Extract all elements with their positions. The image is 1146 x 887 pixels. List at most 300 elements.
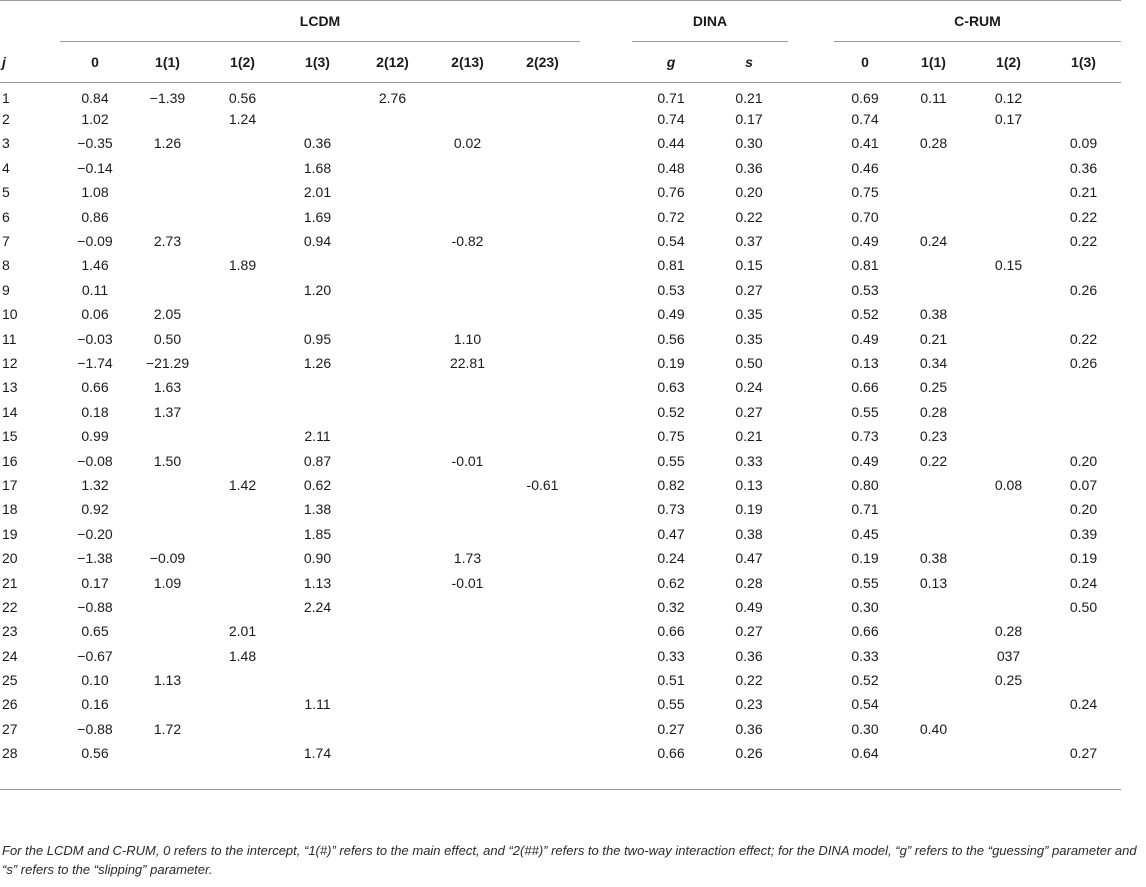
cell-dina: 0.66 <box>657 745 685 762</box>
cell-item-number: 6 <box>2 208 10 225</box>
cell-item-number: 1 <box>2 89 10 106</box>
cell-dina: 0.24 <box>657 550 685 567</box>
cell-lcdm: 2.01 <box>228 623 257 640</box>
cell-item-number: 15 <box>2 428 18 445</box>
cell-lcdm <box>505 643 580 667</box>
cell-crum: 0.22 <box>1069 233 1098 250</box>
cell-dina: 0.36 <box>735 647 763 664</box>
table-row <box>0 326 1121 350</box>
cell-crum <box>971 717 1046 741</box>
table-row <box>0 692 1121 716</box>
cell-crum <box>971 302 1046 326</box>
cell-crum <box>896 253 971 277</box>
cell-lcdm <box>505 400 580 424</box>
table-row <box>0 180 1121 204</box>
cell-gap <box>788 400 834 424</box>
table-row <box>0 448 1121 472</box>
cell-dina: 0.27 <box>657 720 685 737</box>
cell-gap <box>580 497 632 521</box>
cell-lcdm <box>505 424 580 448</box>
cell-lcdm <box>430 595 505 619</box>
cell-lcdm: 2.01 <box>303 184 332 201</box>
cell-dina: 0.62 <box>657 574 685 591</box>
cell-dina: 0.22 <box>735 672 763 689</box>
cell-gap <box>788 326 834 350</box>
table-row <box>0 717 1121 741</box>
cell-crum <box>896 741 971 765</box>
cell-lcdm: 1.37 <box>153 403 182 420</box>
cell-lcdm <box>355 156 430 180</box>
cell-lcdm <box>505 570 580 594</box>
cell-crum: 0.28 <box>994 623 1023 640</box>
table-row <box>0 497 1121 521</box>
cell-lcdm <box>205 595 280 619</box>
cell-item-number: 2 <box>2 111 10 128</box>
cell-crum <box>896 204 971 228</box>
cell-lcdm <box>130 253 205 277</box>
cell-lcdm <box>280 668 355 692</box>
column-header-crum-3: 1(3) <box>1046 42 1121 83</box>
cell-lcdm: −1.74 <box>77 354 113 371</box>
cell-lcdm <box>355 424 430 448</box>
cell-lcdm <box>505 180 580 204</box>
cell-lcdm: 0.56 <box>228 89 257 106</box>
cell-lcdm <box>130 692 205 716</box>
cell-lcdm <box>430 302 505 326</box>
cell-crum: 0.74 <box>851 111 879 128</box>
cell-lcdm <box>355 180 430 204</box>
cell-lcdm: 1.48 <box>228 647 257 664</box>
cell-item-number: 3 <box>2 135 10 152</box>
cell-lcdm <box>355 643 430 667</box>
cell-crum: 0.08 <box>994 476 1023 493</box>
cell-lcdm <box>205 131 280 155</box>
table-footnote: For the LCDM and C-RUM, 0 refers to the intercept, “1(#)” refers to the main effect, and “2(##)” refers to the two-way interaction effect; for the DINA model, “g” refers to the “guessing” parameter and “s” refers to the “slipping” parameter. <box>2 843 1137 877</box>
cell-gap <box>580 668 632 692</box>
cell-lcdm <box>430 375 505 399</box>
cell-lcdm: −1.39 <box>149 89 186 106</box>
cell-lcdm <box>505 522 580 546</box>
cell-item-number: 5 <box>2 184 10 201</box>
cell-crum: 0.50 <box>1069 598 1098 615</box>
cell-lcdm: −0.20 <box>77 525 113 542</box>
cell-lcdm <box>280 643 355 667</box>
cell-lcdm: 0.02 <box>453 135 482 152</box>
cell-lcdm: -0.01 <box>451 452 484 469</box>
cell-lcdm: 22.81 <box>449 354 486 371</box>
cell-crum: 0.66 <box>851 379 879 396</box>
column-gap <box>788 42 834 83</box>
cell-crum <box>971 448 1046 472</box>
cell-gap <box>580 692 632 716</box>
cell-lcdm <box>355 546 430 570</box>
cell-lcdm: 0.17 <box>81 574 109 591</box>
cell-lcdm <box>505 668 580 692</box>
cell-gap <box>580 229 632 253</box>
table-row <box>0 570 1121 594</box>
cell-lcdm <box>280 302 355 326</box>
cell-lcdm <box>355 570 430 594</box>
cell-lcdm <box>355 131 430 155</box>
cell-crum: 0.20 <box>1069 501 1098 518</box>
cell-item-number: 22 <box>2 598 18 615</box>
cell-crum: 0.75 <box>851 184 879 201</box>
cell-crum: 0.38 <box>919 306 948 323</box>
cell-gap <box>580 473 632 497</box>
cell-crum <box>896 107 971 131</box>
cell-dina: 0.21 <box>735 428 763 445</box>
cell-crum: 0.70 <box>851 208 879 225</box>
cell-dina: 0.56 <box>657 330 685 347</box>
cell-crum: 0.41 <box>851 135 879 152</box>
column-header-j: j <box>0 42 60 83</box>
cell-crum <box>971 229 1046 253</box>
cell-lcdm <box>430 473 505 497</box>
cell-gap <box>580 180 632 204</box>
cell-crum <box>896 668 971 692</box>
group-dina: DINA <box>632 1 788 42</box>
cell-lcdm <box>430 253 505 277</box>
cell-lcdm: −0.09 <box>149 550 186 567</box>
cell-lcdm: −1.38 <box>77 550 113 567</box>
table-bottom-rule <box>0 765 1121 789</box>
cell-lcdm: −0.14 <box>77 159 113 176</box>
column-header-lcdm-2: 1(2) <box>205 42 280 83</box>
cell-lcdm <box>205 668 280 692</box>
cell-lcdm <box>280 107 355 131</box>
cell-gap <box>580 448 632 472</box>
cell-lcdm <box>205 278 280 302</box>
cell-lcdm: 1.26 <box>153 135 182 152</box>
cell-lcdm <box>505 448 580 472</box>
cell-item-number: 27 <box>2 720 18 737</box>
cell-crum <box>896 619 971 643</box>
cell-lcdm: 0.18 <box>81 403 109 420</box>
cell-crum: 0.07 <box>1069 476 1098 493</box>
cell-lcdm <box>505 546 580 570</box>
cell-gap <box>788 741 834 765</box>
cell-gap <box>580 375 632 399</box>
cell-lcdm: 0.95 <box>303 330 332 347</box>
cell-lcdm: 1.09 <box>153 574 182 591</box>
cell-lcdm: −0.03 <box>77 330 113 347</box>
cell-lcdm: 0.56 <box>81 745 109 762</box>
column-header-crum-1: 1(1) <box>896 42 971 83</box>
cell-lcdm <box>355 692 430 716</box>
cell-lcdm <box>205 448 280 472</box>
cell-lcdm <box>430 424 505 448</box>
table-row <box>0 107 1121 131</box>
table-row <box>0 131 1121 155</box>
cell-item-number: 18 <box>2 501 18 518</box>
cell-lcdm <box>130 741 205 765</box>
cell-crum <box>971 522 1046 546</box>
cell-lcdm: 1.38 <box>303 501 332 518</box>
cell-lcdm <box>280 717 355 741</box>
cell-lcdm: 0.86 <box>81 208 109 225</box>
cell-lcdm: 2.73 <box>153 233 182 250</box>
cell-crum: 0.36 <box>1069 159 1098 176</box>
column-header-crum-0: 0 <box>834 42 896 83</box>
cell-gap <box>580 595 632 619</box>
cell-lcdm: 0.90 <box>303 550 332 567</box>
cell-crum: 0.30 <box>851 598 879 615</box>
cell-lcdm: 1.85 <box>303 525 332 542</box>
cell-dina: 0.49 <box>735 598 763 615</box>
cell-lcdm <box>505 326 580 350</box>
cell-crum <box>1046 375 1121 399</box>
cell-lcdm <box>130 180 205 204</box>
cell-lcdm: −0.09 <box>77 233 113 250</box>
cell-lcdm <box>205 180 280 204</box>
cell-item-number: 20 <box>2 550 18 567</box>
cell-item-number: 14 <box>2 403 18 420</box>
cell-lcdm <box>205 375 280 399</box>
cell-lcdm <box>355 717 430 741</box>
cell-lcdm <box>130 424 205 448</box>
cell-lcdm <box>430 497 505 521</box>
cell-crum: 0.49 <box>851 452 879 469</box>
cell-dina: 0.36 <box>735 720 763 737</box>
cell-lcdm <box>130 595 205 619</box>
cell-crum: 0.13 <box>851 354 879 371</box>
cell-gap <box>580 253 632 277</box>
column-header-crum-2: 1(2) <box>971 42 1046 83</box>
column-header-dina-1: s <box>710 42 788 83</box>
cell-dina: 0.35 <box>735 330 763 347</box>
cell-item-number: 11 <box>2 330 17 347</box>
cell-lcdm: 2.24 <box>303 598 332 615</box>
cell-lcdm: 1.73 <box>453 550 482 567</box>
cell-dina: 0.21 <box>735 89 763 106</box>
cell-gap <box>580 400 632 424</box>
cell-lcdm <box>430 668 505 692</box>
cell-lcdm: 0.36 <box>303 135 332 152</box>
column-gap <box>580 42 632 83</box>
cell-crum <box>971 424 1046 448</box>
cell-lcdm: 2.76 <box>378 89 407 106</box>
table-row <box>0 302 1121 326</box>
cell-crum: 0.13 <box>919 574 948 591</box>
cell-lcdm <box>130 156 205 180</box>
cell-lcdm <box>505 717 580 741</box>
cell-crum: 0.26 <box>1069 354 1098 371</box>
cell-crum <box>971 497 1046 521</box>
column-header-lcdm-3: 1(3) <box>280 42 355 83</box>
cell-lcdm <box>355 204 430 228</box>
cell-crum: 0.39 <box>1069 525 1098 542</box>
table-row <box>0 668 1121 692</box>
cell-crum: 0.27 <box>1069 745 1098 762</box>
cell-lcdm <box>430 522 505 546</box>
cell-crum <box>896 156 971 180</box>
cell-lcdm <box>205 692 280 716</box>
cell-lcdm <box>430 400 505 424</box>
cell-lcdm <box>505 229 580 253</box>
group-lcdm: LCDM <box>60 1 580 42</box>
cell-crum: 0.71 <box>851 501 879 518</box>
cell-dina: 0.76 <box>657 184 685 201</box>
cell-lcdm <box>205 204 280 228</box>
cell-gap <box>788 717 834 741</box>
cell-dina: 0.81 <box>657 257 685 274</box>
cell-item-number: 13 <box>2 379 18 396</box>
cell-lcdm <box>130 522 205 546</box>
cell-dina: 0.26 <box>735 745 763 762</box>
cell-item-number: 4 <box>2 159 10 176</box>
column-header-dina-0: g <box>632 42 710 83</box>
cell-dina: 0.73 <box>657 501 685 518</box>
cell-lcdm <box>355 497 430 521</box>
cell-gap <box>580 546 632 570</box>
cell-crum: 0.49 <box>851 233 879 250</box>
cell-lcdm <box>505 375 580 399</box>
cell-lcdm <box>355 351 430 375</box>
cell-crum <box>1046 424 1121 448</box>
cell-lcdm: 1.50 <box>153 452 182 469</box>
cell-lcdm: −0.88 <box>77 720 113 737</box>
cell-crum: 0.25 <box>994 672 1023 689</box>
cell-dina: 0.82 <box>657 476 685 493</box>
cell-crum: 0.54 <box>851 696 879 713</box>
cell-lcdm: 1.24 <box>228 111 257 128</box>
cell-crum <box>971 326 1046 350</box>
cell-dina: 0.15 <box>735 257 763 274</box>
cell-gap <box>580 326 632 350</box>
cell-dina: 0.19 <box>735 501 763 518</box>
cell-dina: 0.17 <box>735 111 763 128</box>
cell-lcdm: 0.62 <box>303 476 332 493</box>
cell-lcdm <box>430 619 505 643</box>
cell-crum <box>896 497 971 521</box>
cell-crum <box>1046 668 1121 692</box>
column-header-lcdm-0: 0 <box>60 42 130 83</box>
cell-crum: 0.28 <box>919 403 948 420</box>
cell-crum: 0.20 <box>1069 452 1098 469</box>
cell-crum <box>971 156 1046 180</box>
cell-gap <box>788 253 834 277</box>
cell-crum: 0.17 <box>994 111 1023 128</box>
table-row <box>0 424 1121 448</box>
table-row <box>0 253 1121 277</box>
cell-crum <box>1046 302 1121 326</box>
cell-dina: 0.27 <box>735 281 763 298</box>
cell-lcdm <box>430 692 505 716</box>
cell-gap <box>580 278 632 302</box>
cell-crum: 0.22 <box>1069 330 1098 347</box>
cell-lcdm: -0.61 <box>526 476 559 493</box>
cell-crum: 0.30 <box>851 720 879 737</box>
cell-crum: 0.52 <box>851 306 879 323</box>
cell-lcdm <box>130 107 205 131</box>
cell-dina: 0.35 <box>735 306 763 323</box>
cell-lcdm <box>130 643 205 667</box>
cell-crum: 0.22 <box>1069 208 1098 225</box>
cell-crum: 0.11 <box>920 89 947 106</box>
cell-dina: 0.50 <box>735 354 763 371</box>
cell-lcdm: 1.46 <box>81 257 109 274</box>
cell-crum: 0.15 <box>994 257 1023 274</box>
cell-lcdm <box>355 522 430 546</box>
cell-crum: 0.25 <box>919 379 948 396</box>
cell-dina: 0.75 <box>657 428 685 445</box>
cell-gap <box>788 546 834 570</box>
cell-crum <box>971 180 1046 204</box>
cell-dina: 0.23 <box>735 696 763 713</box>
table-row <box>0 83 1121 107</box>
cell-crum: 0.21 <box>1069 184 1098 201</box>
cell-crum: 0.24 <box>1069 696 1098 713</box>
cell-crum: 0.19 <box>851 550 879 567</box>
cell-gap <box>788 156 834 180</box>
cell-crum: 0.26 <box>1069 281 1098 298</box>
cell-lcdm: 0.66 <box>81 379 109 396</box>
cell-gap <box>580 522 632 546</box>
cell-item-number: 8 <box>2 257 10 274</box>
cell-crum <box>896 473 971 497</box>
table-row <box>0 643 1121 667</box>
cell-item-number: 21 <box>2 574 18 591</box>
cell-lcdm <box>430 717 505 741</box>
cell-lcdm: 1.11 <box>304 696 331 713</box>
cell-lcdm: 1.74 <box>303 745 332 762</box>
cell-dina: 0.19 <box>657 354 685 371</box>
cell-lcdm <box>355 741 430 765</box>
cell-item-number: 9 <box>2 281 10 298</box>
cell-dina: 0.55 <box>657 696 685 713</box>
table-row <box>0 375 1121 399</box>
cell-dina: 0.20 <box>735 184 763 201</box>
cell-crum <box>1046 253 1121 277</box>
cell-crum <box>971 570 1046 594</box>
cell-crum: 0.19 <box>1069 550 1098 567</box>
cell-lcdm <box>505 278 580 302</box>
cell-gap <box>580 570 632 594</box>
cell-crum <box>1046 83 1121 107</box>
cell-item-number: 25 <box>2 672 18 689</box>
cell-lcdm <box>355 595 430 619</box>
cell-lcdm <box>280 375 355 399</box>
cell-gap <box>580 204 632 228</box>
cell-lcdm <box>205 741 280 765</box>
cell-lcdm <box>505 351 580 375</box>
cell-lcdm: 1.89 <box>228 257 257 274</box>
cell-gap <box>788 668 834 692</box>
cell-dina: 0.24 <box>735 379 763 396</box>
cell-lcdm: 1.72 <box>153 720 182 737</box>
cell-lcdm: 0.99 <box>81 428 109 445</box>
cell-lcdm: 0.06 <box>81 306 109 323</box>
cell-lcdm <box>505 692 580 716</box>
cell-lcdm <box>505 83 580 107</box>
cell-crum: 0.66 <box>851 623 879 640</box>
cell-crum <box>1046 107 1121 131</box>
cell-lcdm: −0.35 <box>77 135 113 152</box>
cell-crum: 0.24 <box>1069 574 1098 591</box>
cell-lcdm: 1.32 <box>81 476 109 493</box>
cell-dina: 0.51 <box>657 672 685 689</box>
cell-dina: 0.66 <box>657 623 685 640</box>
cell-crum <box>971 375 1046 399</box>
cell-crum: 0.52 <box>851 672 879 689</box>
cell-lcdm <box>205 351 280 375</box>
cell-lcdm <box>130 497 205 521</box>
cell-lcdm <box>355 278 430 302</box>
cell-lcdm: 2.11 <box>304 428 331 445</box>
cell-crum: 0.38 <box>919 550 948 567</box>
cell-lcdm <box>430 83 505 107</box>
cell-crum: 0.28 <box>919 135 948 152</box>
